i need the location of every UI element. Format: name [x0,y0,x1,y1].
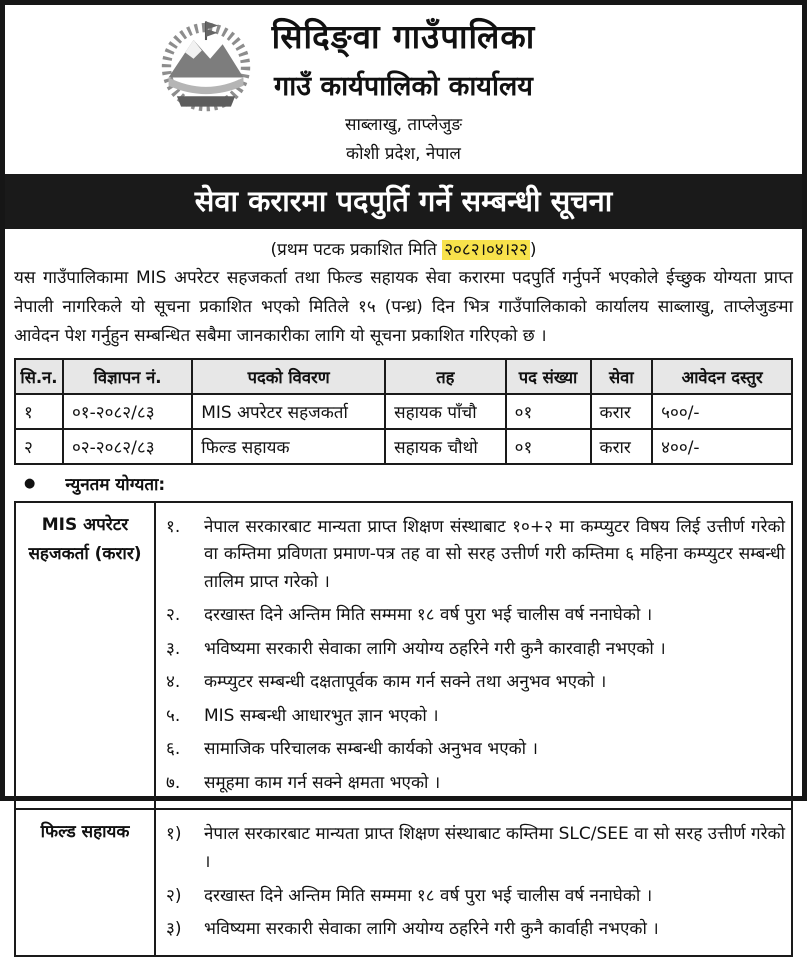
item-text: समूहमा काम गर्न सक्ने क्षमता भएको । [204,772,441,793]
item-text: दरखास्त दिने अन्तिम मिति सम्ममा १८ वर्ष पुरा भई चालीस वर्ष ननाघेको । [204,885,653,906]
item-number: ६. [166,739,181,760]
item-text: सामाजिक परिचालक सम्बन्धी कार्यको अनुभव भएको । [204,739,538,760]
minimum-qualification-heading [14,465,793,501]
list-item [166,883,785,911]
cell-advert-no: ०१-२०८२/८३ [63,394,192,429]
table-row [15,429,792,464]
position-name-cell: MIS अपरेटर सहजकर्ता (करार) [15,502,155,810]
item-number: ४. [166,672,181,693]
item-text: नेपाल सरकारबाट मान्यता प्राप्त शिक्षण संस्थाबाट १०+२ मा कम्प्युटर विषय लिई उत्तीर्ण गरेको वा कम्तिमा प्रविणता प्रमाण-पत्र तह वा सो सरह उत्तीर्ण गरी कम्तिमा ६ महिना कम्प्युटर सम्बन्धी तालिम प्राप्त गरेको । [204,516,785,592]
item-number: १) [166,824,182,845]
qualification-items-cell [155,502,792,810]
list-item [166,514,785,597]
cell-fee: ५००/- [652,394,792,429]
qualification-items-cell [155,809,792,955]
office-name: गाउँ कार्यपालिको कार्यालय [274,71,533,102]
cell-position: MIS अपरेटर सहजकर्ता [192,394,385,429]
cell-level: सहायक चौथो [385,429,506,464]
item-number: ३. [166,638,181,659]
cell-fee: ४००/- [652,429,792,464]
notice-body-paragraph: यस गाउँपालिकामा MIS अपरेटर सहजकर्ता तथा फिल्ड सहायक सेवा करारमा पदपुर्ति गर्नुपर्ने भएकोले ईच्छुक योग्यता प्राप्त नेपाली नागरिकले यो सूचना प्रकाशित भएको मितिले १५ (पन्ध्र) दिन भित्र गाउँपालिकाको कार्यालय साब्लाखु, ताप्लेजुङमा आवेदन पेश गर्नुहुन सम्बन्धित सबैमा जानकारीका लागि यो सूचना प्रकाशित गरिएको छ । [14,268,793,347]
header-service: सेवा [591,359,653,394]
publication-date-highlighted: २०८२।०४।२२ [444,240,528,260]
municipality-emblem-icon [151,13,261,117]
list-item [166,636,785,664]
item-number: ३) [166,919,182,940]
item-text: भविष्यमा सरकारी सेवाका लागि अयोग्य ठहरिने गरी कुनै कारवाही नभएको । [204,638,666,659]
cell-serial-no: १ [15,394,63,429]
header-serial-no: सि.न. [15,359,63,394]
table-row [15,502,792,810]
header-position: पदको विवरण [192,359,385,394]
minimum-qualification-label: न्युनतम योग्यता: [65,474,166,495]
item-number: १. [166,516,181,537]
list-item [166,703,785,731]
cell-level: सहायक पाँचौ [385,394,506,429]
vacancy-table [14,358,793,465]
publication-date-suffix: ) [529,240,537,260]
municipality-name: सिदिङ्वा गाउँपालिका [271,17,536,56]
header-fee: आवेदन दस्तुर [652,359,792,394]
office-address: साब्लाखु, ताप्लेजुङ [344,115,463,135]
office-province: कोशी प्रदेश, नेपाल [346,144,461,164]
header-advert-no: विज्ञापन नं. [63,359,192,394]
cell-service: करार [591,394,653,429]
qualifications-table [14,501,793,957]
item-text: कम्प्युटर सम्बन्धी दक्षतापूर्वक काम गर्न सक्ने तथा अनुभव भएको । [204,672,607,693]
table-row [15,394,792,429]
item-number: २. [166,605,181,626]
vacancy-table-header-row [15,359,792,394]
list-item [166,602,785,630]
cell-service: करार [591,429,653,464]
header-level: तह [385,359,506,394]
notice-title-banner: सेवा करारमा पदपुर्ति गर्ने सम्बन्धी सूचना [5,174,802,229]
cell-serial-no: २ [15,429,63,464]
item-text: दरखास्त दिने अन्तिम मिति सम्ममा १८ वर्ष पुरा भई चालीस वर्ष ननाघेको । [204,605,653,626]
header-post-count: पद संख्या [506,359,591,394]
list-item [166,669,785,697]
list-item [166,821,785,876]
notice-content [5,229,802,957]
table-row [15,809,792,955]
item-text: नेपाल सरकारबाट मान्यता प्राप्त शिक्षण संस्थाबाट कम्तिमा SLC/SEE वा सो सरह उत्तीर्ण गरेको । [204,824,785,873]
cell-post-count: ०१ [506,394,591,429]
list-item [166,770,785,798]
list-item [166,916,785,944]
item-text: भविष्यमा सरकारी सेवाका लागि अयोग्य ठहरिने गरी कुनै कार्वाही नभएको । [204,919,659,940]
item-number: २) [166,885,182,906]
cell-position: फिल्ड सहायक [192,429,385,464]
publication-date-prefix: (प्रथम पटक प्रकाशित मिति [270,240,443,260]
cell-post-count: ०१ [506,429,591,464]
list-item [166,736,785,764]
position-name-cell: फिल्ड सहायक [15,809,155,955]
publication-date-line [14,237,793,260]
letterhead [5,5,802,174]
item-text: MIS सम्बन्धी आधारभुत ज्ञान भएको । [204,705,439,726]
cell-advert-no: ०२-२०८२/८३ [63,429,192,464]
bullet-icon: ● [24,475,36,491]
item-number: ७. [166,772,181,793]
item-number: ५. [166,705,181,726]
